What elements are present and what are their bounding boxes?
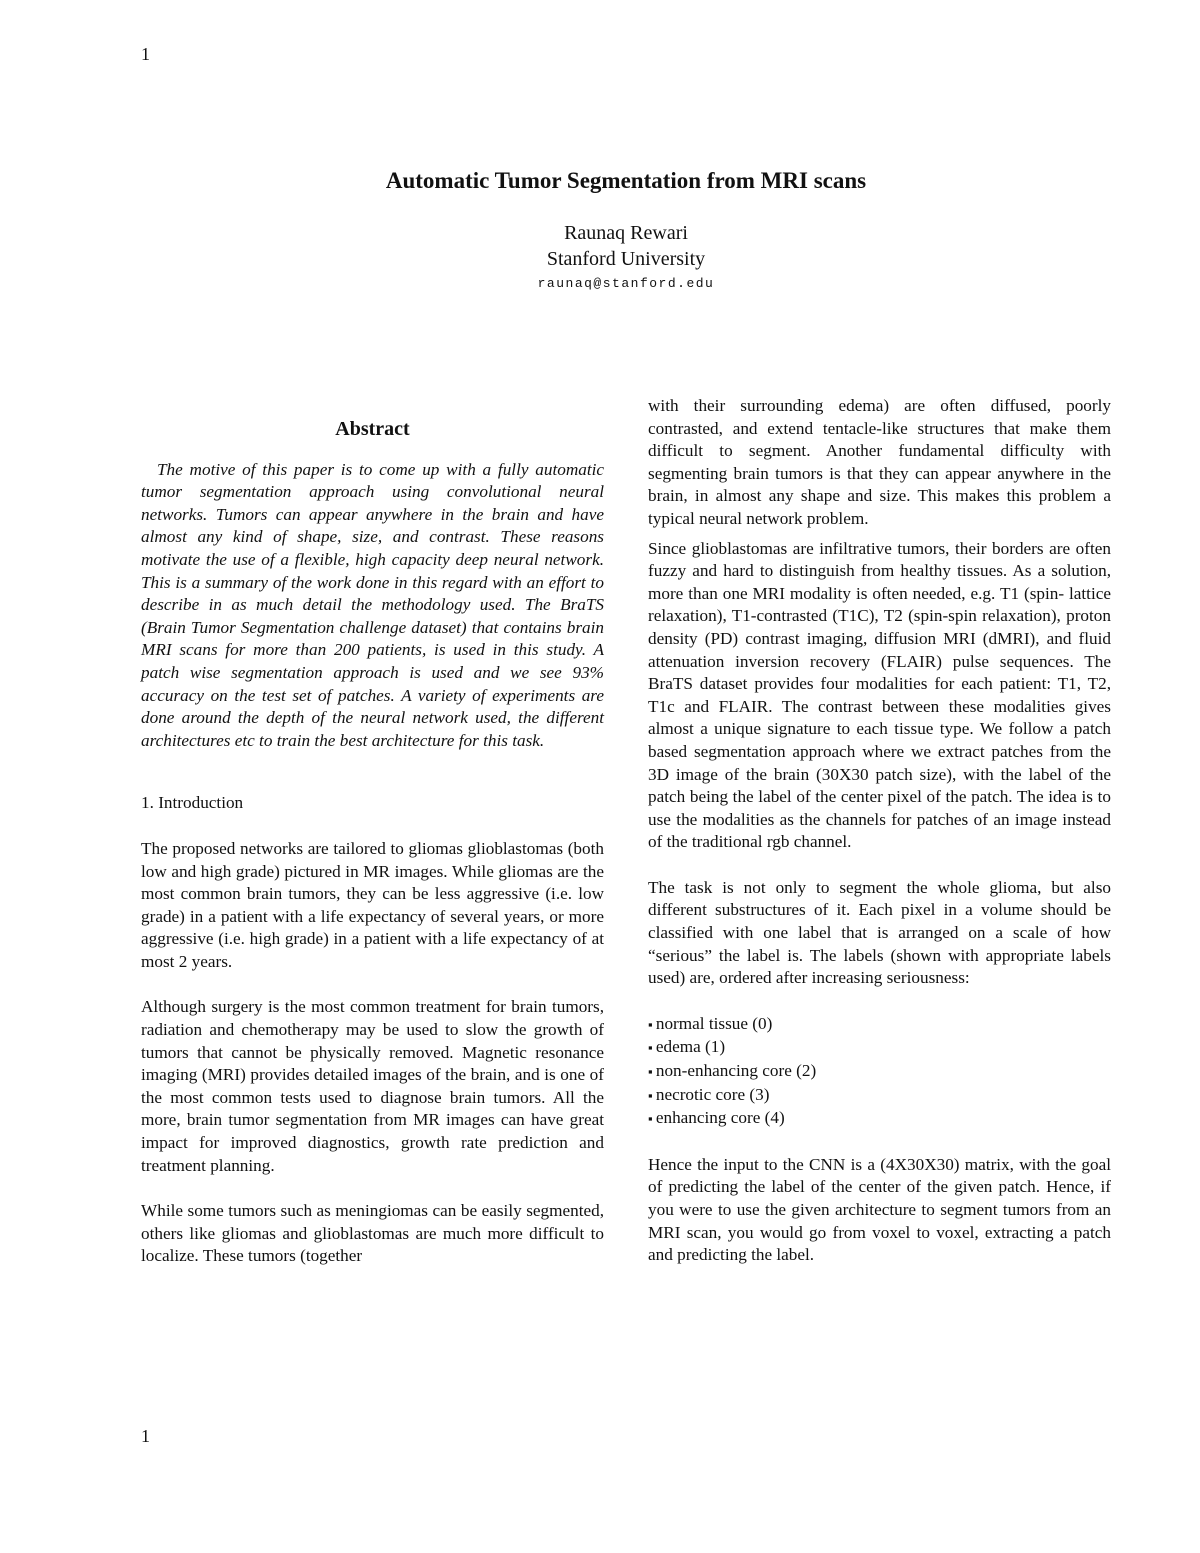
right-paragraph-2: Since glioblastomas are infiltrative tumors, their borders are often fuzzy and hard to distinguish from healthy tissues. As a solution, more than one MRI modality is often needed, e.g. T1 (spin- lattice relaxation), T1-contrasted (T1C), T2 (spin-spin relaxation), proton density (PD) contrast imaging, diffusion MRI (dMRI), and fluid attenuation inversion recovery (FLAIR) pulse sequences. The BraTS dataset provides four modalities for each patient: T1, T2, T1c and FLAIR. The contrast between these modalities gives almost a unique signature to each tissue type. We follow a patch based segmentation approach where we extract patches from the 3D image of the brain (30X30 patch size), with the label of the patch being the label of the center pixel of the patch. The idea is to use the modalities as the channels for patches of an image instead of the traditional rgb channel. [648,538,1111,852]
introduction-heading: 1. Introduction [141,793,244,813]
paper-title: Automatic Tumor Segmentation from MRI scans [385,168,867,193]
right-paragraph-1: with their surrounding edema) are often diffused, poorly contrasted, and extend tentacle-like structures that make them difficult to segment. Another fundamental difficulty with segmenting brain tumors is that they can appear anywhere in the brain, in almost any shape and size. This makes this problem a typical neural network problem. [648,396,1111,528]
page-number-top: 1 [141,44,150,64]
abstract-body: The motive of this paper is to come up with a fully automatic tumor segmentation approach using convolutional neural networks. Tumors can appear anywhere in the brain and have almost any kind of shape, size, and contrast. These reasons motivate the use of a flexible, high capacity deep neural network. This is a summary of the work done in this regard with an effort to describe in as much detail the methodology used. The BraTS (Brain Tumor Segmentation challenge dataset) that contains brain MRI scans for more than 200 patients, is used in this study. A patch wise segmentation approach is used and we see 93% accuracy on the test set of patches. A variety of experiments are done around the depth of the neural network used, the different architectures etc to train the best architecture for this task. [141,459,604,750]
page-number-bottom: 1 [141,1426,150,1446]
list-item: ▪ non-enhancing core (2) [648,1060,1111,1084]
intro-paragraph-1: The proposed networks are tailored to gliomas glioblastomas (both low and high grade) pictured in MR images. While gliomas are the most common brain tumors, they can be less aggressive (i.e. low grade) in a patient with a life expectancy of several years, or more aggressive (i.e. high grade) in a patient with a life expectancy of at most 2 years. [141,838,604,971]
right-paragraph-3: The task is not only to segment the whole glioma, but also different substructures of it. Each pixel in a volume should be classified with one label that is arranged on a scale of how “serious” the label is. The labels (shown with appropriate labels used) are, ordered after increasing seriousness: [648,877,1111,988]
label-list [648,1013,1111,1131]
right-column [648,395,1111,1267]
list-item: ▪ normal tissue (0) [648,1013,1111,1037]
author-name: Raunaq Rewari [564,222,688,244]
intro-paragraph-2: Although surgery is the most common treatment for brain tumors, radiation and chemotherapy may be used to slow the growth of tumors that cannot be physically removed. Magnetic resonance imaging (MRI) provides detailed images of the brain, and is one of the most common tests used to diagnose brain tumors. All the more, brain tumor segmentation from MR images can have great impact for improved diagnostics, growth rate prediction and treatment planning. [141,997,604,1175]
author-affiliation: Stanford University [546,248,706,270]
abstract-heading: Abstract [335,418,410,440]
author-email: raunaq@stanford.edu [537,276,715,291]
right-closing-paragraph: Hence the input to the CNN is a (4X30X30) matrix, with the goal of predicting the label of the center of the given patch. Hence, if you were to use the given architecture to segment tumors from an MRI scan, you would go from voxel to voxel, extracting a patch and predicting the label. [648,1154,1111,1265]
list-item: ▪ necrotic core (3) [648,1084,1111,1108]
left-column [141,418,604,1268]
list-item: ▪ edema (1) [648,1036,1111,1060]
list-item: ▪ enhancing core (4) [648,1107,1111,1131]
intro-paragraph-3: While some tumors such as meningiomas can be easily segmented, others like gliomas and glioblastomas are much more difficult to localize. These tumors (together [141,1201,604,1266]
